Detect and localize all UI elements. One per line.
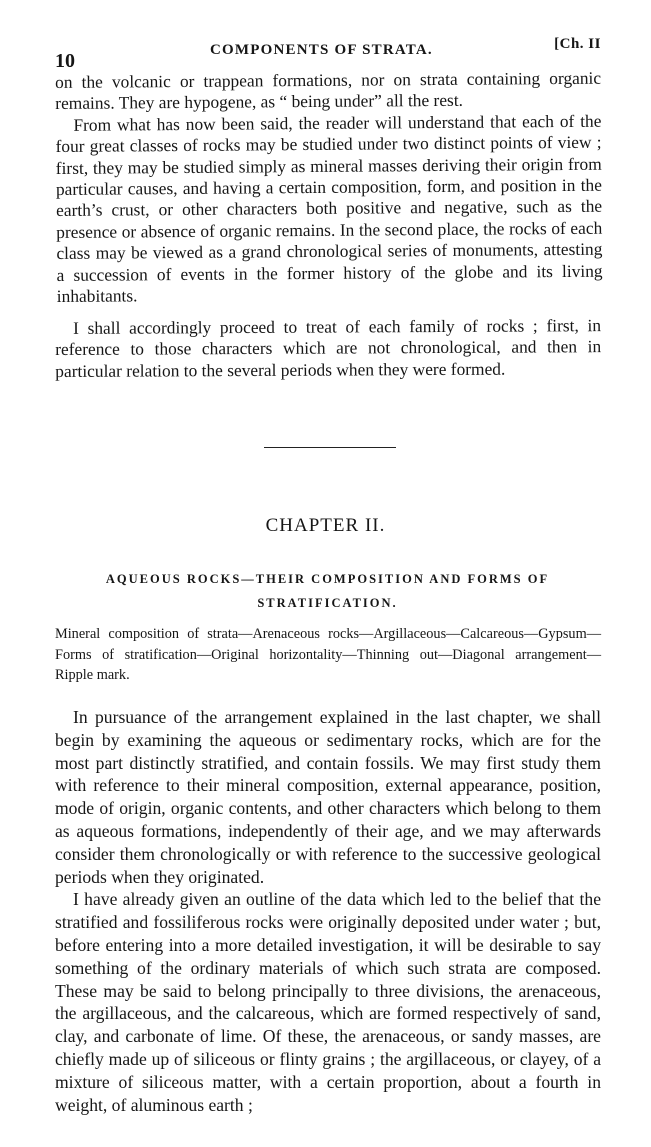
chapter-heading: CHAPTER II. (265, 515, 386, 536)
intro-text (55, 68, 603, 308)
intro-text-continued (55, 315, 601, 382)
body-paragraph: In pursuance of the arrangement explained in the last chapter, we shall begin by examining the aqueous or sedimentary rocks, which are for the most part distinctly stratified, and contain fossils. We may first study them with reference to their mineral composition, external appearance, position, mode of origin, organic contents, and other characters which belong to them as aqueous formations, independently of their age, and we may afterwards consider them chronologically or with reference to the successive geological periods when they originated. (55, 707, 601, 887)
page-header (55, 36, 601, 72)
page-number: 10 (55, 50, 75, 72)
intro-paragraph: I shall accordingly proceed to treat of each family of rocks ; first, in reference to those characters which are not chronological, and then in particular relation to the several periods when they were formed. (55, 315, 602, 381)
chapter-summary (55, 624, 601, 686)
intro-paragraph: on the volcanic or trappean formations, nor on strata containing organic remains. They are hypogene, as “ being under” all the rest. (55, 67, 602, 114)
running-title: COMPONENTS OF STRATA. (210, 42, 433, 58)
chapter-reference: [Ch. II (554, 36, 601, 52)
section-divider (264, 447, 396, 448)
chapter-summary-text: Mineral composition of strata—Arenaceous rocks—Argillaceous—Calcareous—Gypsum—Forms of stratification—Original horizontality—Thinning out—Diagonal arrangement—Ripple mark. (55, 626, 601, 683)
chapter-body (55, 706, 601, 1116)
chapter-subtitle: AQUEOUS ROCKS—THEIR COMPOSITION AND FORMS OF STRATIFICATION. (105, 572, 550, 610)
intro-paragraph: From what has now been said, the reader will understand that each of the four great classes of rocks may be studied under two distinct points of view ; first, they may be studied simply as mineral masses deriving their origin from particular causes, and having a certain composition, form, and position in the earth’s crust, or other characters both positive and negative, such as the presence or absence of organic remains. In the second place, the rocks of each class may be viewed as a grand chronological series of monuments, attesting a succession of events in the former history of the globe and its living inhabitants. (55, 110, 603, 307)
body-paragraph: I have already given an outline of the data which led to the belief that the stratified and fossiliferous rocks were originally deposited under water ; but, before entering into a more detailed investigation, it will be desirable to say something of the ordinary materials of which such strata are composed. These may be said to belong principally to three divisions, the arenaceous, the argillaceous, and the calcareous, which are formed respectively of sand, clay, and carbonate of lime. Of these, the arenaceous, or sandy masses, are chiefly made up of siliceous or flinty grains ; the argillaceous, or clayey, of a mixture of siliceous matter, with a certain proportion, about a fourth in weight, of aluminous earth ; (55, 889, 601, 1115)
